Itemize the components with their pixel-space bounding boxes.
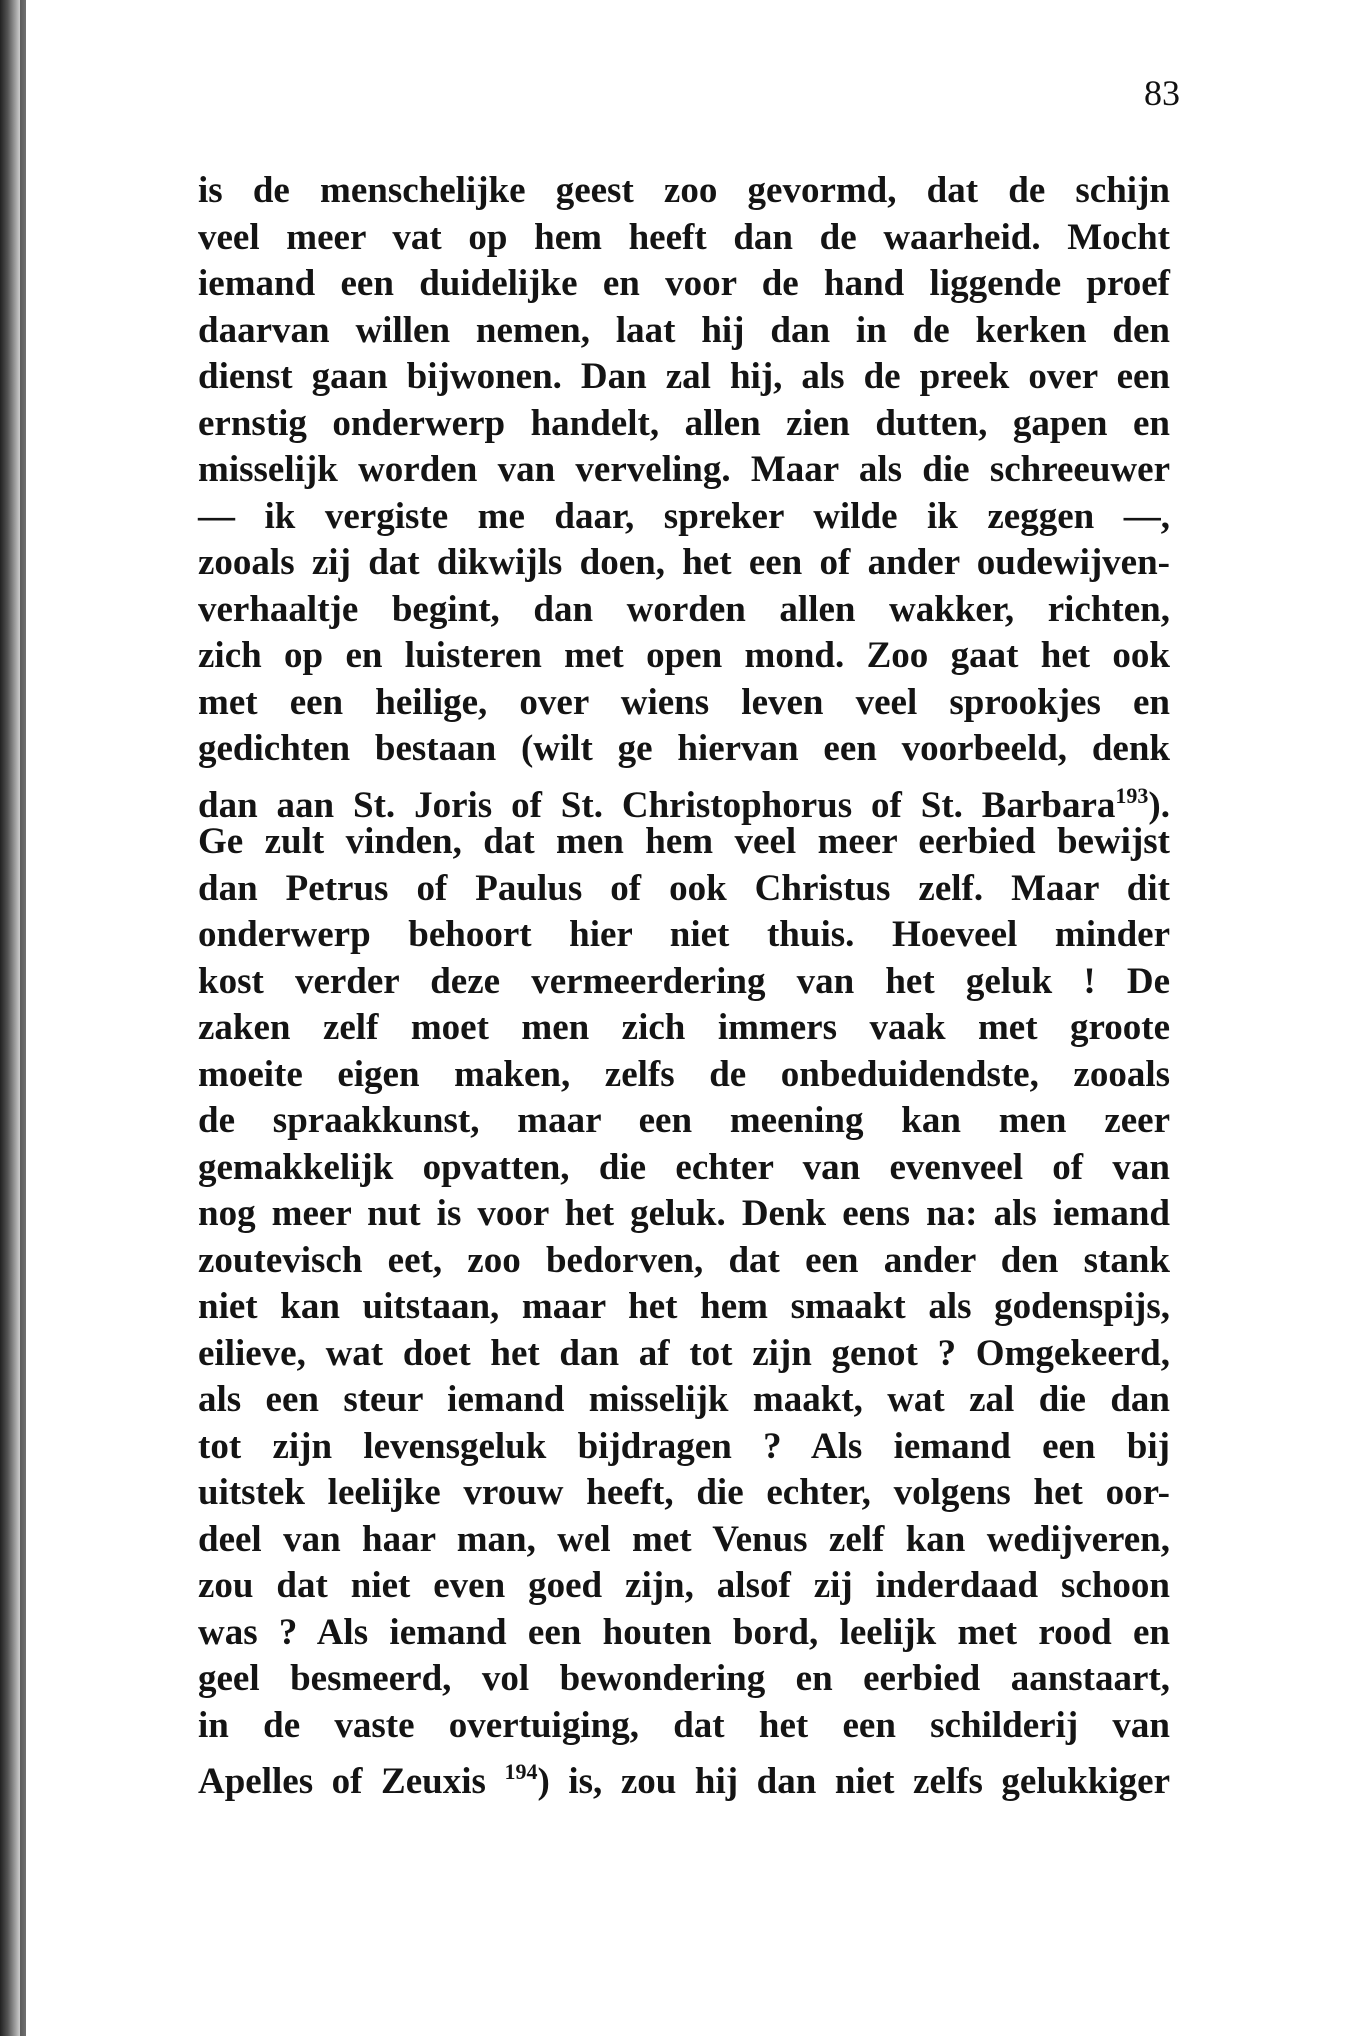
body-text bbox=[198, 168, 1170, 1802]
text-line: zich op en luisteren met open mond. Zoo gaat het ook bbox=[198, 635, 1170, 676]
text-line: — ik vergiste me daar, spreker wilde ik zeggen —, bbox=[198, 495, 1170, 537]
scan-border-line bbox=[20, 0, 26, 2036]
text-line: nog meer nut is voor het geluk. Denk eens na: als iemand bbox=[198, 1193, 1170, 1234]
text-line bbox=[198, 773, 1170, 826]
text-line: ernstig onderwerp handelt, allen zien dutten, gapen en bbox=[198, 402, 1170, 444]
text-line: dienst gaan bijwonen. Dan zal hij, als de preek over een bbox=[198, 356, 1170, 397]
text-line: zou dat niet even goed zijn, alsof zij inderdaad schoon bbox=[198, 1565, 1170, 1606]
text-line: was ? Als iemand een houten bord, leelijk met rood en bbox=[198, 1611, 1170, 1653]
text-line: zoutevisch eet, zoo bedorven, dat een ander den stank bbox=[198, 1239, 1170, 1281]
text-line: tot zijn levensgeluk bijdragen ? Als iemand een bij bbox=[198, 1425, 1170, 1467]
text-line: Ge zult vinden, dat men hem veel meer eerbied bewijst bbox=[198, 821, 1170, 862]
text-line: als een steur iemand misselijk maakt, wat zal die dan bbox=[198, 1379, 1170, 1420]
text-segment: Apelles of Zeuxis bbox=[198, 1761, 505, 1802]
text-line: met een heilige, over wiens leven veel sprookjes en bbox=[198, 681, 1170, 723]
text-line: uitstek leelijke vrouw heeft, die echter, volgens het oor- bbox=[198, 1472, 1170, 1513]
text-line: onderwerp behoort hier niet thuis. Hoeveel minder bbox=[198, 914, 1170, 955]
text-line: verhaaltje begint, dan worden allen wakker, richten, bbox=[198, 588, 1170, 630]
footnote-ref: 193 bbox=[1115, 782, 1149, 808]
page-number: 83 bbox=[1144, 73, 1180, 113]
text-segment: ). bbox=[1148, 784, 1170, 826]
text-segment: ) is, zou hij dan niet zelfs gelukkiger bbox=[537, 1761, 1170, 1802]
text-line: iemand een duidelijke en voor de hand liggende proef bbox=[198, 263, 1170, 304]
text-line: misselijk worden van verveling. Maar als die schreeuwer bbox=[198, 449, 1170, 490]
text-line: gemakkelijk opvatten, die echter van evenveel of van bbox=[198, 1146, 1170, 1188]
text-line: in de vaste overtuiging, dat het een schilderij van bbox=[198, 1704, 1170, 1746]
text-line: kost verder deze vermeerdering van het geluk ! De bbox=[198, 960, 1170, 1002]
text-segment: dan aan St. Joris of St. Christophorus of St. Barbara bbox=[198, 784, 1116, 826]
text-line: zooals zij dat dikwijls doen, het een of ander oudewijven- bbox=[198, 542, 1170, 583]
text-line: gedichten bestaan (wilt ge hiervan een voorbeeld, denk bbox=[198, 728, 1170, 769]
text-line: moeite eigen maken, zelfs de onbeduidendste, zooals bbox=[198, 1053, 1170, 1095]
text-line: dan Petrus of Paulus of ook Christus zelf. Maar dit bbox=[198, 867, 1170, 909]
footnote-ref: 194 bbox=[504, 1759, 538, 1784]
text-line: niet kan uitstaan, maar het hem smaakt als godenspijs, bbox=[198, 1286, 1170, 1327]
text-line: daarvan willen nemen, laat hij dan in de kerken den bbox=[198, 309, 1170, 351]
text-line: veel meer vat op hem heeft dan de waarheid. Mocht bbox=[198, 216, 1170, 258]
text-line: eilieve, wat doet het dan af tot zijn genot ? Omgekeerd, bbox=[198, 1332, 1170, 1374]
text-line: zaken zelf moet men zich immers vaak met groote bbox=[198, 1007, 1170, 1048]
text-line: deel van haar man, wel met Venus zelf kan wedijveren, bbox=[198, 1518, 1170, 1560]
text-line: is de menschelijke geest zoo gevormd, dat de schijn bbox=[198, 170, 1170, 211]
text-line: geel besmeerd, vol bewondering en eerbied aanstaart, bbox=[198, 1658, 1170, 1699]
text-line bbox=[198, 1749, 1170, 1802]
text-line: de spraakkunst, maar een meening kan men zeer bbox=[198, 1100, 1170, 1141]
